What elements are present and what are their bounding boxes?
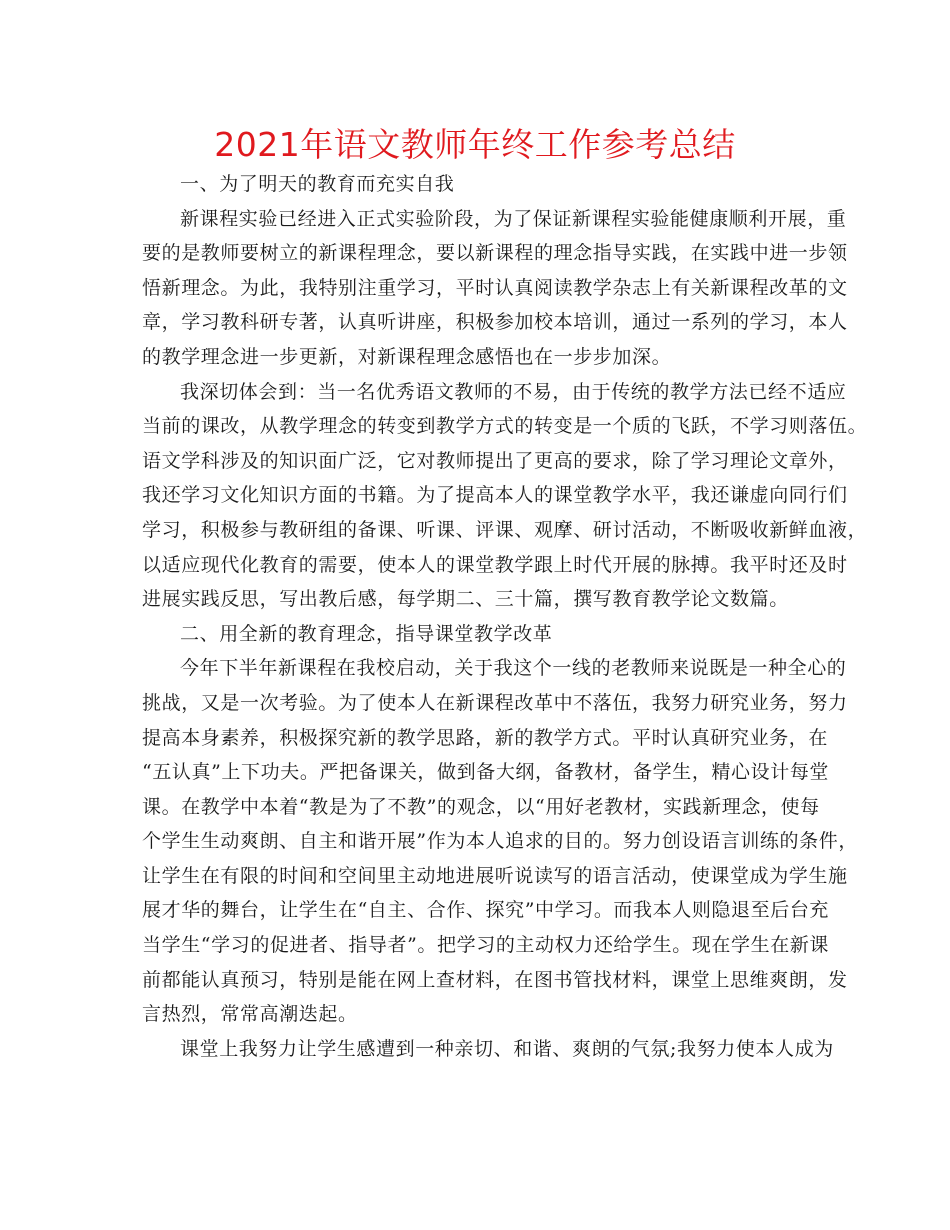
text-line: 以适应现代化教育的需要，使本人的课堂教学跟上时代开展的脉搏。我平时还及时 [142, 553, 848, 576]
text-line: 悟新理念。为此，我特别注重学习，平时认真阅读教学杂志上有关新课程改革的文 [142, 276, 848, 299]
text-line: 进展实践反思，写出教后感，每学期二、三十篇，撰写教育教学论文数篇。 [142, 588, 789, 611]
paragraph-continuation [142, 686, 858, 1032]
text-line: 挑战，又是一次考验。为了使本人在新课程改革中不落伍，我努力研究业务，努力 [142, 691, 848, 714]
text-line: 课堂上我努力让学生感遭到一种亲切、和谐、爽朗的气氛;我努力使本人成为 [180, 1037, 834, 1060]
paragraph [142, 167, 822, 202]
paragraph [142, 202, 847, 237]
text-line: 新课程实验已经进入正式实验阶段，为了保证新课程实验能健康顺利开展，重 [180, 207, 847, 230]
paragraph [142, 1032, 834, 1067]
section-heading: 二、用全新的教育理念，指导课堂教学改革 [180, 622, 553, 645]
paragraph [142, 617, 822, 652]
text-line: 当前的课改，从教学理念的转变到教学方式的转变是一个质的飞跃，不学习则落伍。 [142, 415, 868, 438]
document-title: 2021年语文教师年终工作参考总结 [214, 125, 736, 164]
text-line: 今年下半年新课程在我校启动，关于我这个一线的老教师来说既是一种全心的 [180, 657, 847, 680]
text-line: 学习，积极参与教研组的备课、听课、评课、观摩、研讨活动，不断吸收新鲜血液， [142, 518, 868, 541]
text-line: 言热烈，常常高潮迭起。 [142, 1003, 358, 1026]
text-line: 的教学理念进一步更新，对新课程理念感悟也在一步步加深。 [142, 345, 672, 368]
section-heading: 一、为了明天的教育而充实自我 [180, 173, 455, 195]
paragraph-continuation [142, 236, 848, 374]
text-line: 当学生“学习的促进者、指导者”。把学习的主动权力还给学生。现在学生在新课 [142, 934, 830, 957]
paragraph [142, 651, 847, 686]
paragraph [142, 375, 847, 410]
text-line: 展才华的舞台，让学生在“自主、合作、探究”中学习。而我本人则隐退至后台充 [142, 899, 830, 922]
text-line: 语文学科涉及的知识面广泛，它对教师提出了更高的要求，除了学习理论文章外， [142, 449, 848, 472]
text-line: 要的是教师要树立的新课程理念，要以新课程的理念指导实践，在实践中进一步领 [142, 242, 848, 265]
text-line: 课。在教学中本着“教是为了不教”的观念，以“用好老教材，实践新理念，使每 [142, 795, 820, 818]
text-line: 章，学习教科研专著，认真听讲座，积极参加校本培训，通过一系列的学习，本人 [142, 311, 848, 334]
text-line: 个学生生动爽朗、自主和谐开展”作为本人追求的目的。努力创设语言训练的条件， [142, 830, 858, 853]
text-line: “五认真”上下功夫。严把备课关，做到备大纲，备教材，备学生，精心设计每堂 [142, 761, 830, 784]
text-line: 让学生在有限的时间和空间里主动地进展听说读写的语言活动，使课堂成为学生施 [142, 864, 848, 887]
paragraph-continuation [142, 409, 868, 617]
text-line: 提高本身素养，积极探究新的教学思路，新的教学方式。平时认真研究业务，在 [142, 726, 829, 749]
text-line: 前都能认真预习，特别是能在网上查材料，在图书管找材料，课堂上思维爽朗，发 [142, 968, 848, 991]
text-line: 我深切体会到：当一名优秀语文教师的不易，由于传统的教学方法已经不适应 [180, 380, 847, 403]
text-line: 我还学习文化知识方面的书籍。为了提高本人的课堂教学水平，我还谦虚向同行们 [142, 484, 848, 507]
document-body [142, 167, 868, 1066]
